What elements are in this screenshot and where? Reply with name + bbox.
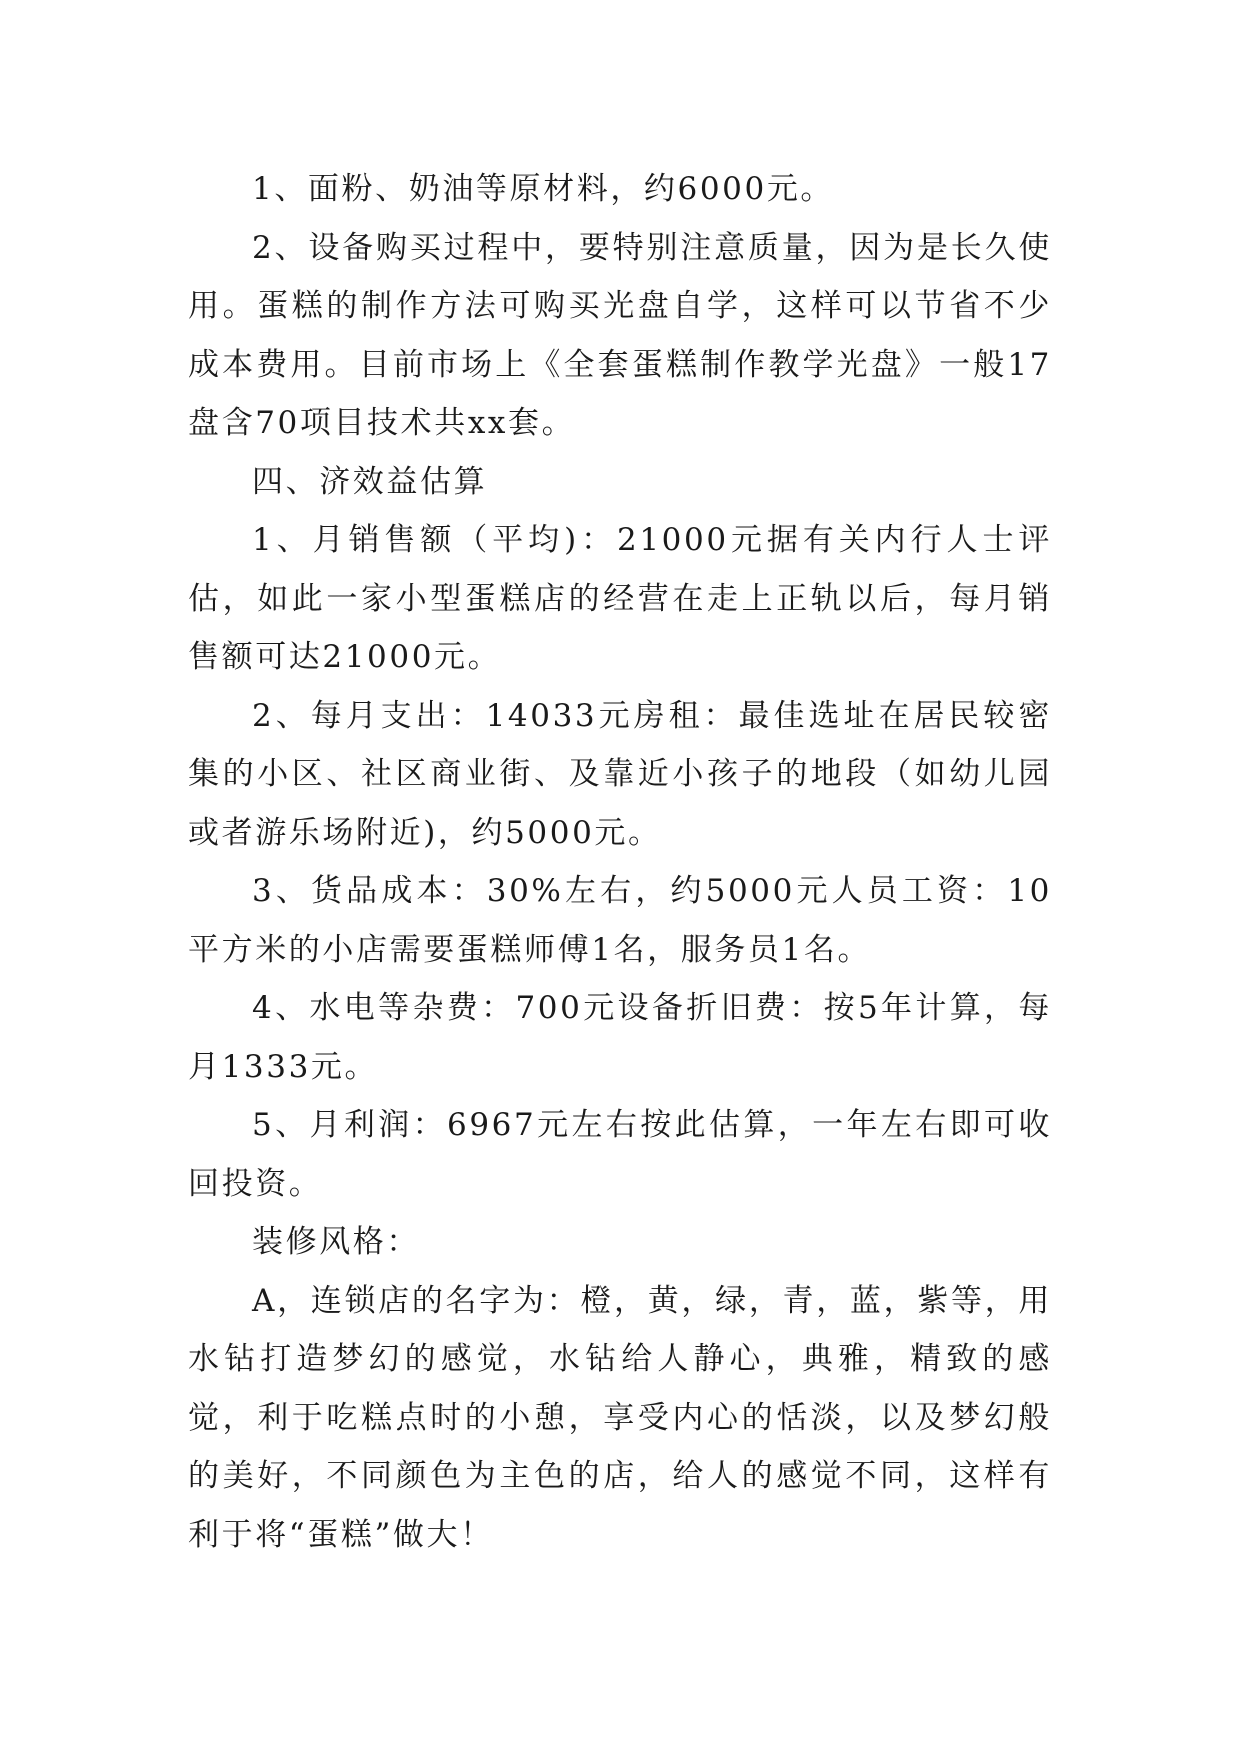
paragraph-goods-cost: 3、货品成本：30%左右，约5000元人员工资：10平方米的小店需要蛋糕师傅1名，服务员1名。 (188, 873, 1052, 968)
paragraph-raw-materials: 1、面粉、奶油等原材料，约6000元。 (252, 171, 835, 207)
document-page (188, 160, 1052, 1564)
paragraph-utilities: 4、水电等杂费：700元设备折旧费：按5年计算，每月1333元。 (188, 990, 1052, 1085)
section-heading-decoration-style: 装修风格： (252, 1224, 420, 1260)
paragraph-monthly-profit: 5、月利润：6967元左右按此估算，一年左右即可收回投资。 (188, 1107, 1052, 1202)
paragraph-chain-store-names: A，连锁店的名字为：橙，黄，绿，青，蓝，紫等，用水钻打造梦幻的感觉，水钻给人静心，典雅，精致的感觉，利于吃糕点时的小憩，享受内心的恬淡，以及梦幻般的美好，不同颜色为主色的店，给人的感觉不同，这样有利于将“蛋糕”做大！ (188, 1282, 1052, 1553)
paragraph-equipment: 2、设备购买过程中，要特别注意质量，因为是长久使用。蛋糕的制作方法可购买光盘自学，这样可以节省不少成本费用。目前市场上《全套蛋糕制作教学光盘》一般17盘含70项目技术共xx套。 (188, 229, 1052, 441)
section-heading-benefit-estimate: 四、济效益估算 (252, 463, 488, 500)
paragraph-monthly-sales: 1、月销售额（平均)：21000元据有关内行人士评估，如此一家小型蛋糕店的经营在走上正轨以后，每月销售额可达21000元。 (188, 522, 1052, 675)
paragraph-monthly-expenses: 2、每月支出：14033元房租：最佳选址在居民较密集的小区、社区商业街、及靠近小孩子的地段（如幼儿园或者游乐场附近)，约5000元。 (188, 697, 1052, 851)
